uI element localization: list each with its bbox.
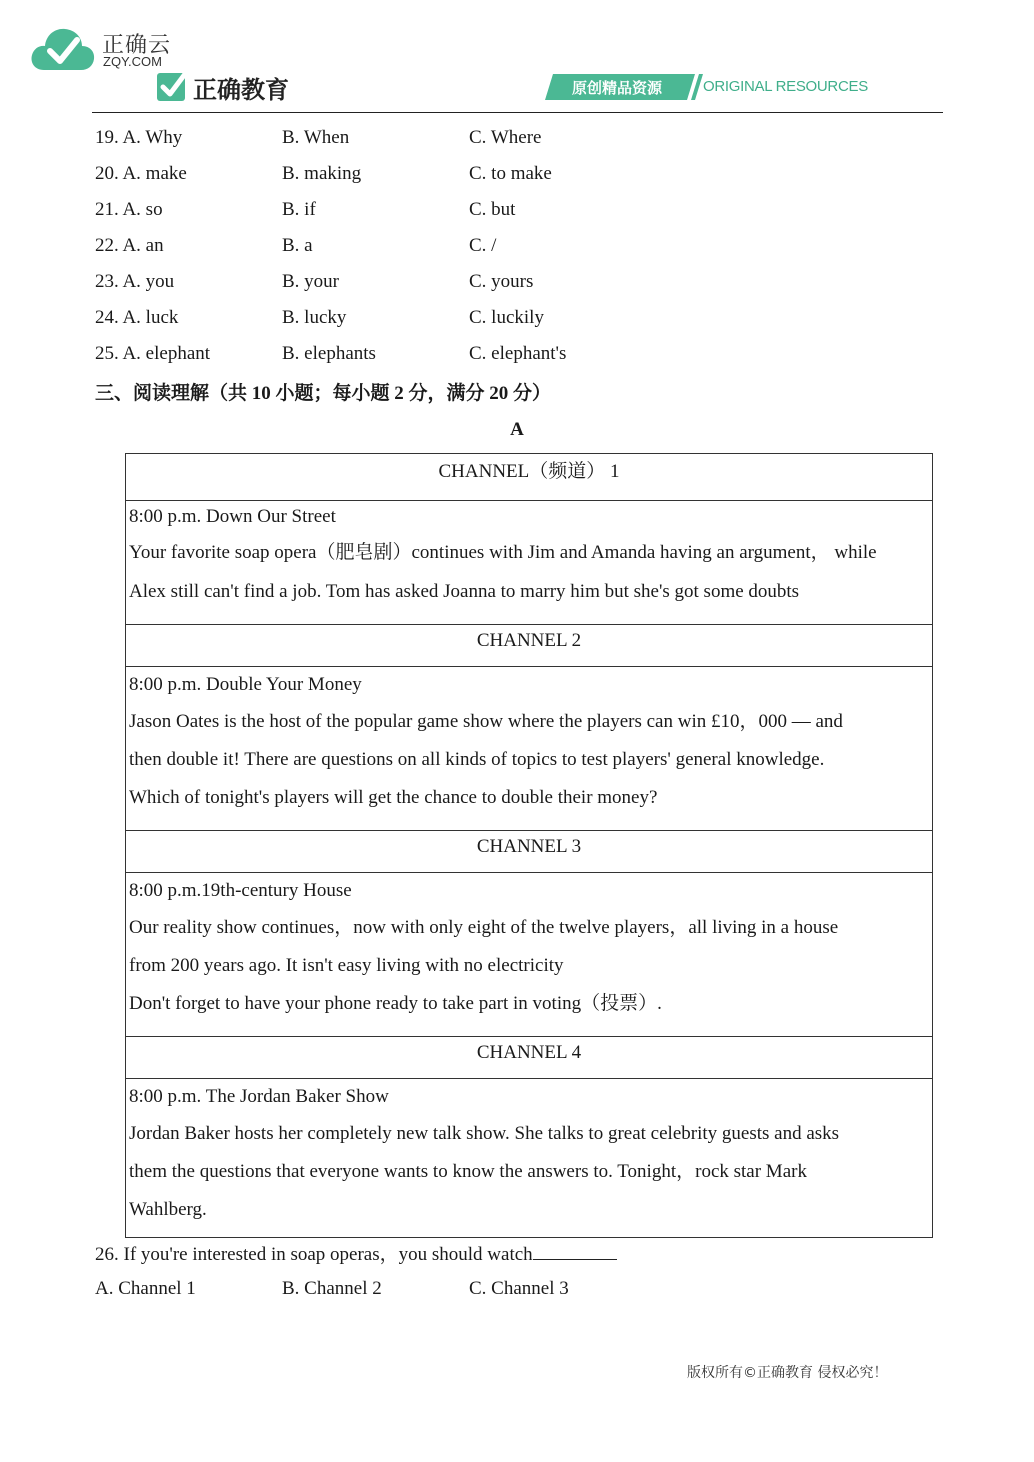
option-a: 19. A. Why bbox=[95, 127, 183, 148]
option-c: C. elephant's bbox=[469, 343, 567, 364]
option-c: C. / bbox=[469, 235, 497, 256]
option-a: 20. A. make bbox=[95, 163, 187, 184]
channel-time-title: 8:00 p.m. Down Our Street bbox=[129, 506, 336, 527]
channel-description-line: them the questions that everyone wants to know the answers to. Tonight，rock star Mark bbox=[129, 1161, 807, 1182]
channel-time-title: 8:00 p.m.19th-century House bbox=[129, 880, 352, 901]
header-divider bbox=[92, 112, 943, 113]
channel-description-line: Your favorite soap opera（肥皂剧）continues with Jim and Amanda having an argument， while bbox=[129, 542, 877, 563]
option-b: B. Channel 2 bbox=[282, 1278, 382, 1299]
option-a: 24. A. luck bbox=[95, 307, 179, 328]
channel-description-line: Alex still can't find a job. Tom has asked Joanna to marry him but she's got some doubts bbox=[129, 581, 800, 602]
option-c: C. Channel 3 bbox=[469, 1278, 569, 1299]
cloud-check-logo-icon bbox=[30, 24, 96, 72]
option-b: B. your bbox=[282, 271, 339, 292]
channel-time-title: 8:00 p.m. The Jordan Baker Show bbox=[129, 1086, 389, 1107]
option-b: B. When bbox=[282, 127, 350, 148]
question-stem: 26. If you're interested in soap operas，you should watch bbox=[95, 1244, 533, 1265]
channel-body bbox=[126, 501, 932, 625]
banner-english-text: ORIGINAL RESOURCES bbox=[703, 78, 868, 95]
brand-check-icon bbox=[156, 70, 188, 102]
option-b: B. if bbox=[282, 199, 316, 220]
option-c: C. luckily bbox=[469, 307, 544, 328]
option-c: C. Where bbox=[469, 127, 542, 148]
channel-time-title: 8:00 p.m. Double Your Money bbox=[129, 674, 362, 695]
option-a: 25. A. elephant bbox=[95, 343, 211, 364]
brand-name: 正确教育 bbox=[193, 76, 289, 104]
option-c: C. to make bbox=[469, 163, 552, 184]
option-b: B. lucky bbox=[282, 307, 347, 328]
channel-header: CHANNEL 4 bbox=[126, 1037, 932, 1079]
copyright-footer: 版权所有©正确教育 侵权必究！ bbox=[687, 1365, 888, 1381]
channel-description-line: Which of tonight's players will get the chance to double their money? bbox=[129, 787, 658, 808]
channel-description-line: then double it! There are questions on all kinds of topics to test players' general knowledge. bbox=[129, 749, 825, 770]
option-b: B. making bbox=[282, 163, 362, 184]
option-b: B. elephants bbox=[282, 343, 376, 364]
section-title: 三、阅读理解（共 10 小题；每小题 2 分，满分 20 分） bbox=[95, 383, 552, 404]
banner-chinese-text: 原创精品资源 bbox=[572, 79, 663, 97]
option-c: C. yours bbox=[469, 271, 534, 292]
option-c: C. but bbox=[469, 199, 516, 220]
channel-description-line: Wahlberg. bbox=[129, 1199, 207, 1220]
logo-chinese-name: 正确云 bbox=[102, 33, 172, 58]
option-a: 23. A. you bbox=[95, 271, 175, 292]
answer-blank bbox=[533, 1241, 617, 1260]
channel-header: CHANNEL（频道） 1 bbox=[126, 454, 932, 501]
channel-description-line: Jason Oates is the host of the popular game show where the players can win £10，000 — and bbox=[129, 711, 843, 732]
channel-description-line: from 200 years ago. It isn't easy living with no electricity bbox=[129, 955, 564, 976]
option-a: 22. A. an bbox=[95, 235, 164, 256]
channel-description-line: Jordan Baker hosts her completely new talk show. She talks to great celebrity guests and asks bbox=[129, 1123, 840, 1144]
channel-description-line: Don't forget to have your phone ready to take part in voting（投票）. bbox=[129, 993, 662, 1014]
passage-label: A bbox=[510, 419, 524, 440]
channel-table bbox=[125, 453, 933, 1238]
channel-body bbox=[126, 1079, 932, 1237]
option-a: A. Channel 1 bbox=[95, 1278, 196, 1299]
channel-header: CHANNEL 2 bbox=[126, 625, 932, 667]
option-a: 21. A. so bbox=[95, 199, 163, 220]
channel-body bbox=[126, 873, 932, 1037]
logo-domain: ZQY.COM bbox=[103, 54, 162, 69]
channel-description-line: Our reality show continues，now with only eight of the twelve players，all living in a house bbox=[129, 917, 839, 938]
question-26 bbox=[95, 1239, 617, 1266]
option-b: B. a bbox=[282, 235, 313, 256]
channel-body bbox=[126, 667, 932, 831]
channel-header: CHANNEL 3 bbox=[126, 831, 932, 873]
